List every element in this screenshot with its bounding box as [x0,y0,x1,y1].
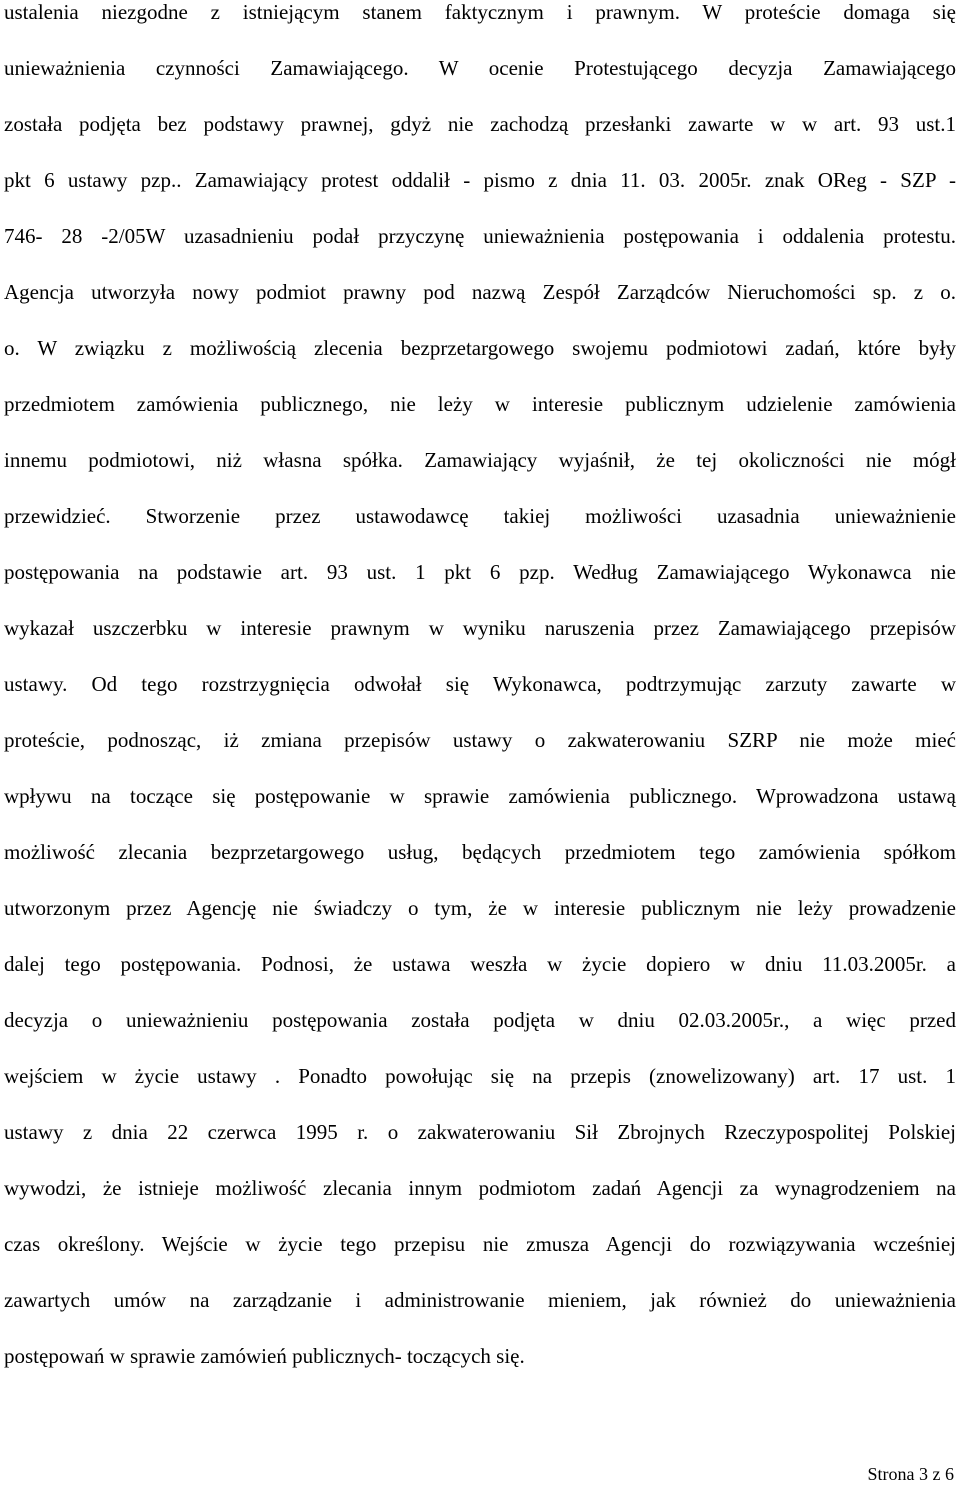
text-line: Agencja utworzyła nowy podmiot prawny pod nazwą Zespół Zarządców Nieruchomości sp. z o. [4,280,956,304]
text-line: 746- 28 -2/05W uzasadnieniu podał przyczynę unieważnienia postępowania i oddalenia protestu. [4,224,956,248]
text-line: dalej tego postępowania. Podnosi, że ustawa weszła w życie dopiero w dniu 11.03.2005r. a [4,952,956,976]
text-line: wykazał uszczerbku w interesie prawnym w wyniku naruszenia przez Zamawiającego przepisów [4,616,956,640]
text-line: zawartych umów na zarządzanie i administrowanie mieniem, jak również do unieważnienia [4,1288,956,1312]
text-line: decyzja o unieważnieniu postępowania została podjęta w dniu 02.03.2005r., a więc przed [4,1008,956,1032]
text-line: ustawy. Od tego rozstrzygnięcia odwołał się Wykonawca, podtrzymując zarzuty zawarte w [4,672,956,696]
text-line: czas określony. Wejście w życie tego przepisu nie zmusza Agencji do rozwiązywania wcześniej [4,1232,956,1256]
text-line: innemu podmiotowi, niż własna spółka. Zamawiający wyjaśnił, że tej okoliczności nie mógł [4,448,956,472]
text-line: możliwość zlecania bezprzetargowego usług, będących przedmiotem tego zamówienia spółkom [4,840,956,864]
text-line: postępowań w sprawie zamówień publicznych- toczących się. [4,1344,525,1368]
text-line: o. W związku z możliwością zlecenia bezprzetargowego swojemu podmiotowi zadań, które były [4,336,956,360]
text-line: wejściem w życie ustawy . Ponadto powołując się na przepis (znowelizowany) art. 17 ust. 1 [4,1064,956,1088]
text-line: wpływu na toczące się postępowanie w sprawie zamówienia publicznego. Wprowadzona ustawą [4,784,956,808]
page-number: Strona 3 z 6 [867,1464,954,1484]
text-line: ustalenia niezgodne z istniejącym stanem faktycznym i prawnym. W proteście domaga się [4,0,956,24]
text-line: postępowania na podstawie art. 93 ust. 1 pkt 6 pzp. Według Zamawiającego Wykonawca nie [4,560,956,584]
text-line: pkt 6 ustawy pzp.. Zamawiający protest oddalił - pismo z dnia 11. 03. 2005r. znak OReg - SZP - [4,168,956,192]
text-line: została podjęta bez podstawy prawnej, gdyż nie zachodzą przesłanki zawarte w w art. 93 ust.1 [4,112,956,136]
text-line: przewidzieć. Stworzenie przez ustawodawcę takiej możliwości uzasadnia unieważnienie [4,504,956,528]
text-line: ustawy z dnia 22 czerwca 1995 r. o zakwaterowaniu Sił Zbrojnych Rzeczypospolitej Polskiej [4,1120,956,1144]
text-line: utworzonym przez Agencję nie świadczy o tym, że w interesie publicznym nie leży prowadzenie [4,896,956,920]
text-line: wywodzi, że istnieje możliwość zlecania innym podmiotom zadań Agencji za wynagrodzeniem na [4,1176,956,1200]
text-line: przedmiotem zamówienia publicznego, nie leży w interesie publicznym udzielenie zamówienia [4,392,956,416]
text-line: proteście, podnosząc, iż zmiana przepisów ustawy o zakwaterowaniu SZRP nie może mieć [4,728,956,752]
text-line: unieważnienia czynności Zamawiającego. W ocenie Protestującego decyzja Zamawiającego [4,56,956,80]
